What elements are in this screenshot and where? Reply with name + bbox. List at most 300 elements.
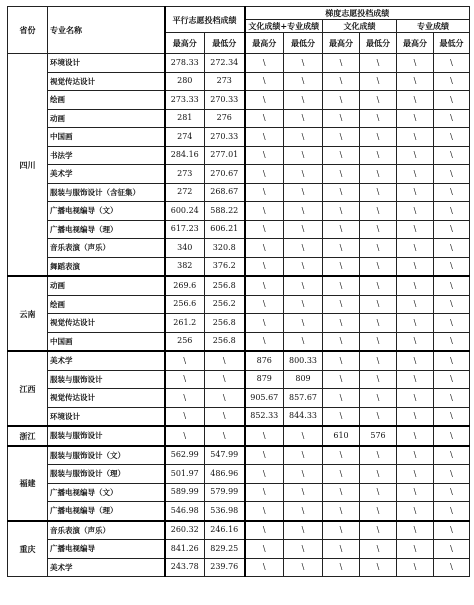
major-min-cell: \ — [434, 465, 470, 484]
table-row — [8, 183, 470, 202]
culture-min-cell: \ — [360, 109, 397, 128]
cm-max-cell: \ — [245, 257, 284, 276]
major-name-cell: 美术学 — [48, 165, 165, 184]
major-max-cell: \ — [397, 502, 434, 521]
culture-min-cell: \ — [360, 540, 397, 559]
cm-min-cell: \ — [284, 128, 323, 147]
cm-max-cell: \ — [245, 446, 284, 465]
parallel-min-cell: \ — [205, 407, 245, 426]
major-min-cell: \ — [434, 54, 470, 73]
province-cell: 云南 — [8, 276, 48, 351]
table-row — [8, 483, 470, 502]
major-min-cell: \ — [434, 540, 470, 559]
major-min-cell: \ — [434, 558, 470, 577]
major-max-cell: \ — [397, 257, 434, 276]
table-row — [8, 146, 470, 165]
cm-max-cell: \ — [245, 72, 284, 91]
parallel-max-cell: 278.33 — [165, 54, 205, 73]
major-min-cell: \ — [434, 483, 470, 502]
culture-max-cell: \ — [323, 239, 360, 258]
table-row — [8, 370, 470, 389]
cm-max-cell: \ — [245, 165, 284, 184]
major-name-cell: 广播电视编导（理） — [48, 502, 165, 521]
culture-max-cell: \ — [323, 183, 360, 202]
province-cell: 江西 — [8, 351, 48, 426]
parallel-min-cell: \ — [205, 351, 245, 370]
culture-min-cell: \ — [360, 257, 397, 276]
major-min-cell: \ — [434, 332, 470, 351]
major-max-cell: \ — [397, 446, 434, 465]
parallel-max-cell: \ — [165, 426, 205, 446]
culture-plus-major-header: 文化成绩+专业成绩 — [245, 20, 323, 33]
culture-max-cell: \ — [323, 446, 360, 465]
table-row — [8, 465, 470, 484]
major-max-header: 最高分 — [397, 33, 434, 54]
culture-min-cell: \ — [360, 220, 397, 239]
major-min-cell: \ — [434, 314, 470, 333]
cm-max-cell: \ — [245, 332, 284, 351]
table-row — [8, 389, 470, 408]
parallel-min-cell: 270.33 — [205, 128, 245, 147]
cm-min-cell: \ — [284, 426, 323, 446]
culture-min-cell: \ — [360, 351, 397, 370]
cm-min-cell: 857.67 — [284, 389, 323, 408]
parallel-max-cell: 281 — [165, 109, 205, 128]
parallel-min-cell: 486.96 — [205, 465, 245, 484]
major-min-cell: \ — [434, 370, 470, 389]
table-body — [8, 54, 470, 577]
culture-min-cell: \ — [360, 332, 397, 351]
major-min-cell: \ — [434, 202, 470, 221]
parallel-max-cell: \ — [165, 370, 205, 389]
table-row — [8, 540, 470, 559]
culture-min-cell: \ — [360, 91, 397, 110]
major-name-cell: 绘画 — [48, 91, 165, 110]
parallel-max-header: 最高分 — [165, 33, 205, 54]
table-header — [8, 7, 470, 54]
cm-max-cell: \ — [245, 314, 284, 333]
parallel-max-cell: 272 — [165, 183, 205, 202]
cm-max-cell: 905.67 — [245, 389, 284, 408]
cm-max-cell: \ — [245, 521, 284, 540]
major-max-cell: \ — [397, 109, 434, 128]
major-name-cell: 美术学 — [48, 558, 165, 577]
cm-min-cell: \ — [284, 483, 323, 502]
cm-max-cell: \ — [245, 220, 284, 239]
culture-min-cell: \ — [360, 295, 397, 314]
culture-max-cell: \ — [323, 202, 360, 221]
major-name-cell: 中国画 — [48, 128, 165, 147]
cm-max-cell: \ — [245, 54, 284, 73]
parallel-max-cell: 589.99 — [165, 483, 205, 502]
parallel-max-cell: 841.26 — [165, 540, 205, 559]
cm-min-header: 最低分 — [284, 33, 323, 54]
culture-min-cell: \ — [360, 239, 397, 258]
cm-max-header: 最高分 — [245, 33, 284, 54]
major-max-cell: \ — [397, 332, 434, 351]
culture-max-cell: \ — [323, 332, 360, 351]
major-min-cell: \ — [434, 502, 470, 521]
cm-max-cell: 879 — [245, 370, 284, 389]
cm-max-cell: \ — [245, 540, 284, 559]
major-name-cell: 服装与服饰设计（文） — [48, 446, 165, 465]
major-name-cell: 动画 — [48, 109, 165, 128]
culture-max-cell: \ — [323, 109, 360, 128]
cm-min-cell: \ — [284, 465, 323, 484]
table-row — [8, 446, 470, 465]
culture-max-cell: \ — [323, 72, 360, 91]
province-cell: 浙江 — [8, 426, 48, 446]
major-max-cell: \ — [397, 165, 434, 184]
parallel-min-cell: \ — [205, 426, 245, 446]
major-max-cell: \ — [397, 540, 434, 559]
culture-min-cell: \ — [360, 72, 397, 91]
parallel-max-cell: 273 — [165, 165, 205, 184]
parallel-max-cell: 340 — [165, 239, 205, 258]
culture-max-cell: \ — [323, 389, 360, 408]
major-min-cell: \ — [434, 351, 470, 370]
culture-max-cell: \ — [323, 146, 360, 165]
cm-min-cell: 800.33 — [284, 351, 323, 370]
major-min-cell: \ — [434, 220, 470, 239]
major-min-cell: \ — [434, 426, 470, 446]
culture-max-cell: \ — [323, 54, 360, 73]
table-row — [8, 72, 470, 91]
cm-min-cell: \ — [284, 202, 323, 221]
admission-score-table — [7, 6, 470, 577]
cm-max-cell: \ — [245, 146, 284, 165]
parallel-min-cell: 256.8 — [205, 332, 245, 351]
major-min-cell: \ — [434, 128, 470, 147]
major-name-cell: 动画 — [48, 276, 165, 295]
parallel-min-cell: 270.67 — [205, 165, 245, 184]
parallel-max-cell: 600.24 — [165, 202, 205, 221]
major-name-cell: 美术学 — [48, 351, 165, 370]
culture-max-cell: \ — [323, 502, 360, 521]
cm-min-cell: \ — [284, 540, 323, 559]
major-min-cell: \ — [434, 109, 470, 128]
culture-max-cell: \ — [323, 314, 360, 333]
parallel-min-cell: 239.76 — [205, 558, 245, 577]
cm-max-cell: 876 — [245, 351, 284, 370]
table-row — [8, 502, 470, 521]
cm-min-cell: \ — [284, 276, 323, 295]
major-min-header: 最低分 — [434, 33, 470, 54]
culture-min-cell: 576 — [360, 426, 397, 446]
major-max-cell: \ — [397, 370, 434, 389]
parallel-min-cell: 320.8 — [205, 239, 245, 258]
major-min-cell: \ — [434, 446, 470, 465]
cm-min-cell: \ — [284, 109, 323, 128]
cm-min-cell: \ — [284, 257, 323, 276]
parallel-max-cell: 501.97 — [165, 465, 205, 484]
major-max-cell: \ — [397, 239, 434, 258]
major-name-cell: 服装与服饰设计 — [48, 370, 165, 389]
cm-min-cell: \ — [284, 295, 323, 314]
province-cell: 福建 — [8, 446, 48, 521]
culture-max-cell: \ — [323, 370, 360, 389]
province-cell: 四川 — [8, 54, 48, 277]
culture-min-cell: \ — [360, 446, 397, 465]
parallel-min-cell: 579.99 — [205, 483, 245, 502]
major-name-cell: 舞蹈表演 — [48, 257, 165, 276]
culture-min-cell: \ — [360, 128, 397, 147]
parallel-min-header: 最低分 — [205, 33, 245, 54]
major-min-cell: \ — [434, 165, 470, 184]
parallel-max-cell: 269.6 — [165, 276, 205, 295]
cm-max-cell: \ — [245, 91, 284, 110]
major-name-cell: 服装与服饰设计（理） — [48, 465, 165, 484]
major-name-cell: 音乐表演（声乐） — [48, 239, 165, 258]
province-cell: 重庆 — [8, 521, 48, 577]
major-name-cell: 绘画 — [48, 295, 165, 314]
parallel-min-cell: 246.16 — [205, 521, 245, 540]
culture-min-cell: \ — [360, 502, 397, 521]
culture-max-cell: \ — [323, 257, 360, 276]
culture-max-cell: \ — [323, 465, 360, 484]
major-max-cell: \ — [397, 407, 434, 426]
major-name-cell: 书法学 — [48, 146, 165, 165]
parallel-max-cell: \ — [165, 351, 205, 370]
major-name-cell: 广播电视编导（文） — [48, 202, 165, 221]
parallel-max-cell: 284.16 — [165, 146, 205, 165]
parallel-max-cell: 260.32 — [165, 521, 205, 540]
major-max-cell: \ — [397, 465, 434, 484]
major-max-cell: \ — [397, 558, 434, 577]
cm-min-cell: \ — [284, 446, 323, 465]
major-min-cell: \ — [434, 239, 470, 258]
major-max-cell: \ — [397, 72, 434, 91]
parallel-max-cell: \ — [165, 407, 205, 426]
parallel-max-cell: \ — [165, 389, 205, 408]
cm-min-cell: \ — [284, 165, 323, 184]
cm-min-cell: \ — [284, 502, 323, 521]
table-row — [8, 202, 470, 221]
table-row — [8, 407, 470, 426]
table-row — [8, 276, 470, 295]
cm-min-cell: \ — [284, 558, 323, 577]
table-row — [8, 426, 470, 446]
cm-min-cell: 809 — [284, 370, 323, 389]
cm-min-cell: \ — [284, 314, 323, 333]
culture-min-cell: \ — [360, 54, 397, 73]
cm-min-cell: \ — [284, 332, 323, 351]
parallel-min-cell: 272.34 — [205, 54, 245, 73]
major-max-cell: \ — [397, 220, 434, 239]
cm-min-cell: \ — [284, 54, 323, 73]
table-row — [8, 332, 470, 351]
major-max-cell: \ — [397, 202, 434, 221]
major-score-header: 专业成绩 — [397, 20, 470, 33]
culture-max-cell: \ — [323, 521, 360, 540]
major-max-cell: \ — [397, 483, 434, 502]
parallel-max-cell: 546.98 — [165, 502, 205, 521]
culture-header: 文化成绩 — [323, 20, 397, 33]
table-row — [8, 351, 470, 370]
major-min-cell: \ — [434, 183, 470, 202]
culture-min-cell: \ — [360, 202, 397, 221]
parallel-max-cell: 261.2 — [165, 314, 205, 333]
major-max-cell: \ — [397, 521, 434, 540]
table-row — [8, 521, 470, 540]
parallel-min-cell: 547.99 — [205, 446, 245, 465]
major-name-cell: 环境设计 — [48, 54, 165, 73]
major-max-cell: \ — [397, 128, 434, 147]
ladder-group-header: 梯度志愿投档成绩 — [245, 7, 470, 20]
parallel-min-cell: 273 — [205, 72, 245, 91]
culture-min-cell: \ — [360, 407, 397, 426]
parallel-min-cell: 256.8 — [205, 276, 245, 295]
parallel-max-cell: 256 — [165, 332, 205, 351]
cm-max-cell: \ — [245, 183, 284, 202]
cm-max-cell: \ — [245, 276, 284, 295]
major-header: 专业名称 — [48, 7, 165, 54]
parallel-max-cell: 382 — [165, 257, 205, 276]
cm-max-cell: \ — [245, 483, 284, 502]
parallel-min-cell: 376.2 — [205, 257, 245, 276]
table-row — [8, 109, 470, 128]
major-name-cell: 广播电视编导（文） — [48, 483, 165, 502]
parallel-min-cell: \ — [205, 389, 245, 408]
table-row — [8, 54, 470, 73]
major-name-cell: 服装与服饰设计 — [48, 426, 165, 446]
cm-max-cell: \ — [245, 109, 284, 128]
culture-min-cell: \ — [360, 370, 397, 389]
major-min-cell: \ — [434, 91, 470, 110]
culture-max-header: 最高分 — [323, 33, 360, 54]
parallel-min-cell: 277.01 — [205, 146, 245, 165]
major-name-cell: 中国画 — [48, 332, 165, 351]
table-row — [8, 295, 470, 314]
cm-min-cell: \ — [284, 521, 323, 540]
major-name-cell: 广播电视编导 — [48, 540, 165, 559]
major-min-cell: \ — [434, 389, 470, 408]
culture-max-cell: \ — [323, 276, 360, 295]
parallel-min-cell: 270.33 — [205, 91, 245, 110]
cm-max-cell: \ — [245, 465, 284, 484]
major-max-cell: \ — [397, 426, 434, 446]
major-max-cell: \ — [397, 276, 434, 295]
culture-min-header: 最低分 — [360, 33, 397, 54]
parallel-min-cell: 606.21 — [205, 220, 245, 239]
table-row — [8, 558, 470, 577]
major-name-cell: 服装与服饰设计（含征集） — [48, 183, 165, 202]
culture-min-cell: \ — [360, 483, 397, 502]
table-row — [8, 239, 470, 258]
culture-max-cell: \ — [323, 407, 360, 426]
parallel-max-cell: 273.33 — [165, 91, 205, 110]
cm-max-cell: \ — [245, 426, 284, 446]
culture-max-cell: \ — [323, 128, 360, 147]
major-name-cell: 环境设计 — [48, 407, 165, 426]
culture-min-cell: \ — [360, 465, 397, 484]
major-name-cell: 视觉传达设计 — [48, 72, 165, 91]
table-row — [8, 91, 470, 110]
table-row — [8, 314, 470, 333]
parallel-max-cell: 243.78 — [165, 558, 205, 577]
province-header: 省份 — [8, 7, 48, 54]
parallel-min-cell: 588.22 — [205, 202, 245, 221]
culture-max-cell: \ — [323, 91, 360, 110]
culture-min-cell: \ — [360, 183, 397, 202]
culture-max-cell: 610 — [323, 426, 360, 446]
cm-min-cell: \ — [284, 91, 323, 110]
parallel-min-cell: 829.25 — [205, 540, 245, 559]
culture-min-cell: \ — [360, 521, 397, 540]
culture-max-cell: \ — [323, 351, 360, 370]
table-row — [8, 257, 470, 276]
table-row — [8, 128, 470, 147]
parallel-min-cell: 268.67 — [205, 183, 245, 202]
major-name-cell: 视觉传达设计 — [48, 389, 165, 408]
parallel-min-cell: 256.8 — [205, 314, 245, 333]
culture-max-cell: \ — [323, 165, 360, 184]
parallel-max-cell: 256.6 — [165, 295, 205, 314]
major-min-cell: \ — [434, 295, 470, 314]
major-max-cell: \ — [397, 183, 434, 202]
table-row — [8, 165, 470, 184]
major-name-cell: 视觉传达设计 — [48, 314, 165, 333]
cm-max-cell: 852.33 — [245, 407, 284, 426]
major-min-cell: \ — [434, 72, 470, 91]
parallel-min-cell: \ — [205, 370, 245, 389]
culture-max-cell: \ — [323, 540, 360, 559]
culture-max-cell: \ — [323, 295, 360, 314]
parallel-max-cell: 280 — [165, 72, 205, 91]
cm-max-cell: \ — [245, 239, 284, 258]
culture-min-cell: \ — [360, 389, 397, 408]
major-min-cell: \ — [434, 146, 470, 165]
table-row — [8, 220, 470, 239]
culture-min-cell: \ — [360, 314, 397, 333]
cm-min-cell: \ — [284, 239, 323, 258]
major-max-cell: \ — [397, 54, 434, 73]
major-min-cell: \ — [434, 521, 470, 540]
parallel-min-cell: 276 — [205, 109, 245, 128]
culture-min-cell: \ — [360, 165, 397, 184]
major-min-cell: \ — [434, 407, 470, 426]
major-max-cell: \ — [397, 314, 434, 333]
major-name-cell: 广播电视编导（理） — [48, 220, 165, 239]
cm-max-cell: \ — [245, 128, 284, 147]
cm-min-cell: \ — [284, 72, 323, 91]
parallel-group-header: 平行志愿投档成绩 — [165, 7, 245, 33]
major-max-cell: \ — [397, 295, 434, 314]
parallel-min-cell: 256.2 — [205, 295, 245, 314]
major-max-cell: \ — [397, 91, 434, 110]
culture-max-cell: \ — [323, 558, 360, 577]
culture-min-cell: \ — [360, 146, 397, 165]
parallel-max-cell: 562.99 — [165, 446, 205, 465]
cm-min-cell: 844.33 — [284, 407, 323, 426]
parallel-min-cell: 536.98 — [205, 502, 245, 521]
culture-min-cell: \ — [360, 558, 397, 577]
parallel-max-cell: 617.23 — [165, 220, 205, 239]
culture-max-cell: \ — [323, 483, 360, 502]
cm-max-cell: \ — [245, 502, 284, 521]
major-name-cell: 音乐表演（声乐） — [48, 521, 165, 540]
major-max-cell: \ — [397, 146, 434, 165]
major-min-cell: \ — [434, 257, 470, 276]
major-max-cell: \ — [397, 389, 434, 408]
score-table-sheet — [7, 6, 470, 577]
cm-max-cell: \ — [245, 558, 284, 577]
culture-min-cell: \ — [360, 276, 397, 295]
cm-max-cell: \ — [245, 202, 284, 221]
cm-max-cell: \ — [245, 295, 284, 314]
parallel-max-cell: 274 — [165, 128, 205, 147]
culture-max-cell: \ — [323, 220, 360, 239]
